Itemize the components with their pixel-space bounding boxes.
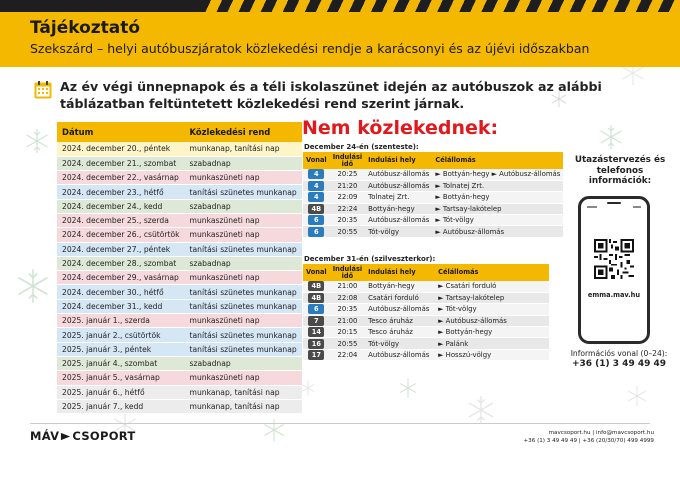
date-cell: 2024. december 29., vasárnap <box>57 271 185 285</box>
time-cell: 22:04 <box>330 349 365 360</box>
mode-cell: munkaszüneti nap <box>185 228 302 242</box>
from-cell: Tót-völgy <box>365 338 435 349</box>
time-cell: 20:55 <box>330 226 365 237</box>
date-cell: 2024. december 24., kedd <box>57 199 185 213</box>
to-cell: ► Tolnatej Zrt. <box>432 180 563 191</box>
date-cell: 2025. január 5., vasárnap <box>57 371 185 385</box>
table-row <box>303 315 549 326</box>
planner-title: Utazástervezés és telefonos információk: <box>574 155 666 186</box>
table-row <box>57 314 302 328</box>
from-cell: Autóbusz-állomás <box>365 215 432 226</box>
table-row <box>303 192 563 203</box>
footer-divider <box>30 423 650 424</box>
snowflake-icon <box>466 395 496 425</box>
snowflake-icon <box>626 385 648 407</box>
column-header-mode: Közlekedési rend <box>185 122 302 142</box>
date-cell: 2025. január 4., szombat <box>57 356 185 370</box>
time-cell: 20:15 <box>330 327 365 338</box>
line-badge: 16 <box>308 339 324 349</box>
time-cell: 20:35 <box>330 304 365 315</box>
table-row <box>57 142 302 156</box>
dec31-heading: December 31-én (szilveszterkor): <box>304 255 436 263</box>
line-cell <box>303 292 330 303</box>
intro-text: Az év végi ünnepnapok és a téli iskolaszünet idején az autóbuszok az alábbi táblázatban feltüntetett közlekedési rend szerint járnak. <box>60 79 602 111</box>
mode-cell: szabadnap <box>185 356 302 370</box>
time-cell: 22:08 <box>330 292 365 303</box>
dec24-heading: December 24-én (szenteste): <box>304 143 419 151</box>
planner-url[interactable]: emma.mav.hu <box>587 291 641 299</box>
table-row <box>57 171 302 185</box>
date-cell: 2024. december 30., hétfő <box>57 285 185 299</box>
mode-cell: tanítási szünetes munkanap <box>185 242 302 256</box>
date-cell: 2024. december 25., szerda <box>57 213 185 227</box>
table-row <box>57 271 302 285</box>
to-cell: ► Autóbusz-állomás <box>435 315 549 326</box>
line-badge: 6 <box>308 304 324 314</box>
info-line-label: Információs vonal (0–24): <box>570 349 668 358</box>
table-row <box>57 299 302 313</box>
logo-text-right: CSOPORT <box>72 429 136 443</box>
line-cell <box>303 226 330 237</box>
table-row <box>57 185 302 199</box>
date-cell: 2025. január 7., kedd <box>57 399 185 413</box>
to-cell: ► Tartsay-lakótelep <box>432 203 563 214</box>
line-badge: 14 <box>308 327 324 337</box>
line-cell <box>303 192 330 203</box>
line-cell <box>303 338 330 349</box>
to-cell: ► Bottyán-hegy <box>432 192 563 203</box>
from-cell: Tesco áruház <box>365 327 435 338</box>
table-row <box>303 338 549 349</box>
table-row <box>57 199 302 213</box>
from-cell: Autóbusz-állomás <box>365 349 435 360</box>
table-row <box>57 342 302 356</box>
column-header-line: Vonal <box>303 152 330 169</box>
column-header-to: Célállomás <box>432 152 563 169</box>
to-cell: ► Tót-völgy <box>432 215 563 226</box>
line-badge: 6 <box>308 215 324 225</box>
mode-cell: tanítási szünetes munkanap <box>185 285 302 299</box>
intro <box>34 78 634 112</box>
mav-logo <box>30 429 136 443</box>
from-cell: Bottyán-hegy <box>365 281 435 292</box>
mode-cell: munkanap, tanítási nap <box>185 385 302 399</box>
table-row <box>57 371 302 385</box>
table-row <box>57 399 302 413</box>
dec31-table <box>303 264 549 361</box>
footer-contact-phone: +36 (1) 3 49 49 49 | +36 (20/30/70) 499 4999 <box>523 438 654 444</box>
table-row <box>57 256 302 270</box>
to-cell: ► Bottyán-hegy <box>435 327 549 338</box>
phone-illustration <box>578 196 650 344</box>
from-cell: Tót-völgy <box>365 226 432 237</box>
table-row <box>303 327 549 338</box>
table-row <box>57 156 302 170</box>
date-cell: 2024. december 20., péntek <box>57 142 185 156</box>
table-row <box>303 304 549 315</box>
line-badge: 4B <box>308 281 324 291</box>
date-cell: 2024. december 26., csütörtök <box>57 228 185 242</box>
line-cell <box>303 304 330 315</box>
date-cell: 2025. január 1., szerda <box>57 314 185 328</box>
mode-cell: tanítási szünetes munkanap <box>185 185 302 199</box>
table-row <box>303 169 563 180</box>
snowflake-icon <box>598 124 624 150</box>
line-badge: 4 <box>308 169 324 179</box>
to-cell: ► Palánk <box>435 338 549 349</box>
mode-cell: szabadnap <box>185 256 302 270</box>
table-row <box>57 328 302 342</box>
time-cell: 22:09 <box>330 192 365 203</box>
not-running-title: Nem közlekednek: <box>302 117 499 139</box>
time-cell: 20:35 <box>330 215 365 226</box>
mode-cell: munkaszüneti nap <box>185 314 302 328</box>
mode-cell: tanítási szünetes munkanap <box>185 299 302 313</box>
column-header-to: Célállomás <box>435 264 549 281</box>
mode-cell: szabadnap <box>185 156 302 170</box>
date-cell: 2024. december 31., kedd <box>57 299 185 313</box>
mode-cell: szabadnap <box>185 199 302 213</box>
snowflake-icon <box>24 128 50 154</box>
table-row <box>57 356 302 370</box>
to-cell: ► Bottyán-hegy ► Autóbusz-állomás <box>432 169 563 180</box>
to-cell: ► Tót-völgy <box>435 304 549 315</box>
line-badge: 4B <box>308 293 324 303</box>
table-row <box>303 180 563 191</box>
top-stripe-bar <box>0 0 680 12</box>
from-cell: Autóbusz-állomás <box>365 180 432 191</box>
date-cell: 2024. december 22., vasárnap <box>57 171 185 185</box>
line-cell <box>303 169 330 180</box>
mode-cell: munkanap, tanítási nap <box>185 142 302 156</box>
to-cell: ► Autóbusz-állomás <box>432 226 563 237</box>
table-row <box>57 285 302 299</box>
date-cell: 2024. december 28., szombat <box>57 256 185 270</box>
table-row <box>303 215 563 226</box>
from-cell: Tolnatej Zrt. <box>365 192 432 203</box>
column-header-time: Indulási idő <box>330 264 365 281</box>
table-row <box>303 281 549 292</box>
snowflake-icon <box>262 418 286 442</box>
mode-cell: tanítási szünetes munkanap <box>185 328 302 342</box>
table-row <box>57 228 302 242</box>
mode-cell: munkanap, tanítási nap <box>185 399 302 413</box>
page-title: Tájékoztató <box>30 18 141 38</box>
mode-cell: munkaszüneti nap <box>185 271 302 285</box>
line-badge: 17 <box>308 350 324 360</box>
date-cell: 2024. december 27., péntek <box>57 242 185 256</box>
line-cell <box>303 315 330 326</box>
mode-cell: munkaszüneti nap <box>185 213 302 227</box>
line-cell <box>303 203 330 214</box>
time-cell: 21:00 <box>330 281 365 292</box>
time-cell: 20:55 <box>330 338 365 349</box>
to-cell: ► Tartsay-lakótelep <box>435 292 549 303</box>
line-badge: 4 <box>308 192 324 202</box>
snowflake-icon <box>398 378 418 398</box>
line-cell <box>303 281 330 292</box>
mode-cell: tanítási szünetes munkanap <box>185 342 302 356</box>
line-badge: 6 <box>308 227 324 237</box>
calendar-icon <box>34 81 52 99</box>
footer-contact-web: mavcsoport.hu | info@mavcsoport.hu <box>548 430 654 436</box>
column-header-from: Indulási hely <box>365 264 435 281</box>
line-cell <box>303 327 330 338</box>
from-cell: Autóbusz-állomás <box>365 169 432 180</box>
header-banner <box>0 12 680 67</box>
date-cell: 2025. január 3., péntek <box>57 342 185 356</box>
time-cell: 21:00 <box>330 315 365 326</box>
dec24-table <box>303 152 563 238</box>
column-header-line: Vonal <box>303 264 330 281</box>
column-header-from: Indulási hely <box>365 152 432 169</box>
from-cell: Csatári forduló <box>365 292 435 303</box>
table-row <box>57 242 302 256</box>
to-cell: ► Csatári forduló <box>435 281 549 292</box>
time-cell: 20:25 <box>330 169 365 180</box>
logo-text-left: MÁV <box>30 429 60 443</box>
table-row <box>57 213 302 227</box>
time-cell: 21:20 <box>330 180 365 191</box>
to-cell: ► Hosszú-völgy <box>435 349 549 360</box>
time-cell: 22:24 <box>330 203 365 214</box>
date-cell: 2024. december 21., szombat <box>57 156 185 170</box>
table-row <box>303 349 549 360</box>
line-cell <box>303 180 330 191</box>
mode-cell: munkaszüneti nap <box>185 371 302 385</box>
from-cell: Autóbusz-állomás <box>365 304 435 315</box>
date-cell: 2024. december 23., hétfő <box>57 185 185 199</box>
from-cell: Tesco áruház <box>365 315 435 326</box>
schedule-table <box>57 122 302 414</box>
line-cell <box>303 349 330 360</box>
from-cell: Bottyán-hegy <box>365 203 432 214</box>
date-cell: 2025. január 2., csütörtök <box>57 328 185 342</box>
table-row <box>57 385 302 399</box>
line-badge: 4B <box>308 204 324 214</box>
snowflake-icon <box>300 380 316 396</box>
snowflake-icon <box>15 268 51 304</box>
date-cell: 2025. január 6., hétfő <box>57 385 185 399</box>
column-header-time: Indulási idő <box>330 152 365 169</box>
page-subtitle: Szekszárd – helyi autóbuszjáratok közlekedési rendje a karácsonyi és az újévi időszakban <box>30 41 590 56</box>
line-badge: 4 <box>308 181 324 191</box>
info-phone[interactable]: +36 (1) 3 49 49 49 <box>571 359 667 369</box>
mav-logo-icon <box>60 431 71 442</box>
mode-cell: munkaszüneti nap <box>185 171 302 185</box>
qr-code[interactable] <box>594 239 634 279</box>
table-row <box>303 203 563 214</box>
line-badge: 7 <box>308 316 324 326</box>
table-row <box>303 292 549 303</box>
table-row <box>303 226 563 237</box>
line-cell <box>303 215 330 226</box>
column-header-date: Dátum <box>57 122 185 142</box>
